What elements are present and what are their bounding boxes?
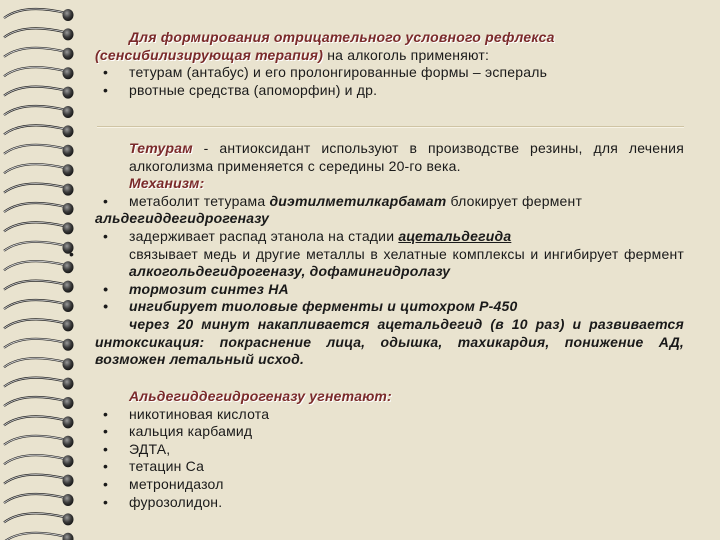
- inhibitor-item: • тетацин Са: [95, 458, 684, 476]
- teturam-intro: [95, 140, 684, 175]
- mechanism-bullet-1-line2: альдегиддегидрогеназу: [95, 210, 270, 227]
- notebook-spiral-binding: [0, 0, 92, 540]
- mechanism-bullet-1-rest: блокирует фермент: [446, 192, 583, 209]
- mechanism-bullet-3-text: связывает медь и другие металлы в хелатные комплексы и ингибирует фермент: [129, 245, 684, 262]
- mechanism-bullet-5: • ингибирует тиоловые ферменты и цитохром Р-450: [95, 298, 684, 316]
- mechanism-bullet-4: • тормозит синтез НА: [95, 281, 684, 299]
- mechanism-bullet-3-em: алкогольдегидрогеназу, дофамингидролазу: [129, 263, 451, 280]
- inhibitors-title: Альдегиддегидрогеназу угнетают:: [129, 388, 392, 404]
- inhibitor-item: • кальция карбамид: [95, 423, 684, 441]
- teturam-intro-text: - антиоксидант используют в производстве резины, для лечения алкоголизма применяется с середины 20-го века.: [129, 140, 684, 174]
- section-divider: [97, 126, 684, 128]
- inhibitors-block: [95, 388, 684, 511]
- therapy-title-line2: [95, 47, 684, 65]
- therapy-title-line1: Для формирования отрицательного условного рефлекса: [129, 29, 555, 45]
- inhibitor-item: • никотиновая кислота: [95, 406, 684, 424]
- therapy-title-highlight: (сенсибилизирующая терапия): [95, 46, 324, 63]
- inhibitor-item: • ЭДТА,: [95, 441, 684, 459]
- teturam-term: Тетурам: [129, 140, 193, 156]
- inhibitor-item: • метронидазол: [95, 476, 684, 494]
- mechanism-bullet-2-text: задерживает распад этанола на стадии: [129, 227, 399, 244]
- therapy-bullet-1: • тетурам (антабус) и его пролонгированные формы – эспераль: [95, 64, 684, 82]
- mechanism-label: Механизм:: [129, 175, 205, 192]
- teturam-block: [95, 140, 684, 369]
- mechanism-bullet-1: [95, 193, 684, 211]
- effect-paragraph: через 20 минут накапливается ацетальдегид (в 10 раз) и развивается интоксикация: покраснение лица, одышка, тахикардия, понижение АД, возможен летальный исход.: [95, 315, 684, 368]
- inhibitor-item: • фурозолидон.: [95, 494, 684, 512]
- mechanism-bullet-2-em: ацетальдегида: [398, 227, 512, 244]
- mechanism-bullet-3: [95, 246, 684, 281]
- mechanism-bullet-1-em: диэтилметилкарбамат: [269, 192, 447, 209]
- therapy-bullet-2: • рвотные средства (апоморфин) и др.: [95, 82, 684, 100]
- therapy-title-rest: на алкоголь применяют:: [323, 46, 490, 63]
- mechanism-bullet-2: [95, 228, 684, 246]
- therapy-intro-block: [95, 29, 684, 99]
- mechanism-bullet-1-text: метаболит тетурама: [129, 192, 270, 209]
